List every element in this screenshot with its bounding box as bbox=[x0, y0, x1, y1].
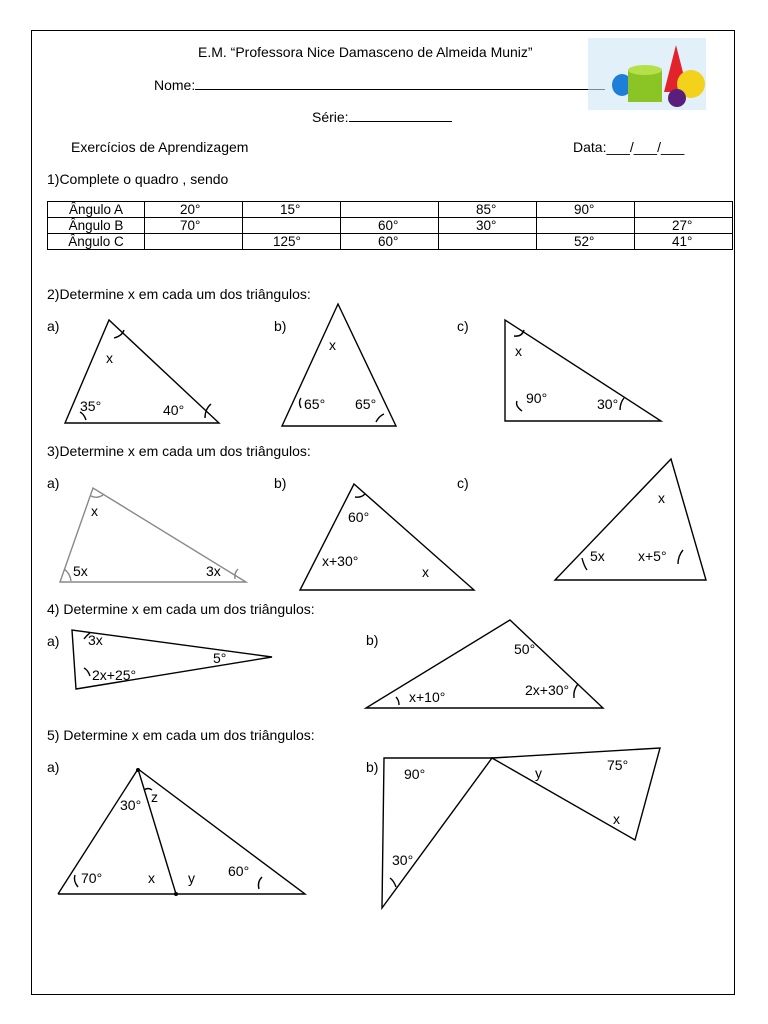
angle-arc bbox=[390, 878, 396, 887]
q4b-tag: b) bbox=[366, 632, 379, 648]
angle-arc bbox=[84, 668, 90, 676]
q4a-bottom: 2x+25° bbox=[92, 667, 137, 683]
q2b-top: x bbox=[329, 337, 336, 353]
q3c-top: x bbox=[658, 490, 665, 506]
table-cell[interactable]: 60° bbox=[341, 218, 439, 234]
q3b-left: x+30° bbox=[322, 553, 359, 569]
table-cell: Ângulo B bbox=[48, 218, 145, 234]
q5a-mid-x: x bbox=[148, 870, 155, 886]
q5a-apex-right: z bbox=[151, 789, 158, 805]
angle-arc bbox=[582, 558, 587, 570]
table-cell[interactable]: 15° bbox=[243, 202, 341, 218]
name-label: Nome: bbox=[154, 77, 196, 93]
q5b-x: x bbox=[613, 811, 620, 827]
angle-arc bbox=[114, 330, 124, 338]
q3a-left: 5x bbox=[73, 563, 88, 579]
q2a-top: x bbox=[106, 350, 113, 366]
q5a-tag: a) bbox=[47, 759, 60, 775]
q2b-right: 65° bbox=[355, 396, 377, 412]
q2c-left: 90° bbox=[526, 390, 548, 406]
table-cell[interactable]: 70° bbox=[145, 218, 243, 234]
angle-arc bbox=[376, 414, 384, 422]
triangle-q5b-left bbox=[382, 758, 492, 908]
q5b-tag: b) bbox=[366, 759, 379, 775]
q4-prompt: 4) Determine x em cada um dos triângulos: bbox=[47, 601, 315, 617]
table-cell[interactable]: 27° bbox=[635, 218, 733, 234]
table-cell[interactable]: 125° bbox=[243, 234, 341, 250]
table-cell[interactable]: 60° bbox=[341, 234, 439, 250]
angle-arc bbox=[258, 877, 262, 889]
angle-arc bbox=[396, 697, 399, 705]
q5a-left: 70° bbox=[81, 870, 103, 886]
angle-arc bbox=[205, 404, 211, 418]
angle-arc bbox=[91, 495, 103, 497]
q3b-tag: b) bbox=[274, 475, 287, 491]
exercise-title: Exercícios de Aprendizagem bbox=[71, 139, 249, 155]
date-blank[interactable]: ___/___/___ bbox=[606, 139, 685, 155]
q1-prompt: 1)Complete o quadro , sendo bbox=[47, 171, 229, 187]
q3c-right: x+5° bbox=[638, 548, 667, 564]
q3a-right: 3x bbox=[206, 563, 221, 579]
q4a-tag: a) bbox=[47, 633, 60, 649]
angle-arc bbox=[517, 401, 522, 411]
q5b-top-left: 90° bbox=[404, 766, 426, 782]
q4a-tip: 5° bbox=[213, 650, 227, 666]
table-cell: Ângulo A bbox=[48, 202, 145, 218]
q2c-top: x bbox=[515, 343, 522, 359]
angle-arc bbox=[300, 398, 302, 408]
q2a-left: 35° bbox=[80, 398, 102, 414]
q5b-y: y bbox=[535, 765, 542, 781]
q2a-tag: a) bbox=[47, 318, 60, 334]
angle-arc bbox=[355, 494, 365, 497]
q5-prompt: 5) Determine x em cada um dos triângulos: bbox=[47, 727, 315, 743]
q3a-top: x bbox=[91, 503, 98, 519]
q2b-tag: b) bbox=[274, 318, 287, 334]
angle-arc bbox=[620, 398, 624, 410]
table-cell[interactable]: 90° bbox=[537, 202, 635, 218]
angle-arc bbox=[678, 550, 683, 564]
angle-arc bbox=[64, 569, 71, 581]
date-label: Data: bbox=[573, 139, 607, 155]
school-name: E.M. “Professora Nice Damasceno de Almeida Muniz” bbox=[198, 44, 533, 60]
q2b-left: 65° bbox=[304, 396, 326, 412]
triangle-q2b bbox=[282, 304, 396, 426]
triangle-q3c bbox=[555, 459, 706, 580]
q4a-top: 3x bbox=[88, 632, 103, 648]
angle-arc bbox=[74, 875, 78, 887]
q3c-tag: c) bbox=[457, 475, 469, 491]
q5a-mid-y: y bbox=[188, 870, 195, 886]
q5b-top-right: 75° bbox=[607, 757, 629, 773]
table-cell[interactable]: 30° bbox=[439, 218, 537, 234]
q3b-right: x bbox=[422, 564, 429, 580]
q4b-right: 2x+30° bbox=[525, 682, 570, 698]
q2-prompt: 2)Determine x em cada um dos triângulos: bbox=[47, 286, 311, 302]
table-cell[interactable]: 52° bbox=[537, 234, 635, 250]
q2a-right: 40° bbox=[163, 402, 185, 418]
grade-label: Série: bbox=[312, 109, 349, 125]
table-cell[interactable]: 85° bbox=[439, 202, 537, 218]
triangle-q5b-right bbox=[492, 748, 660, 840]
q2c-tag: c) bbox=[457, 318, 469, 334]
q4b-left: x+10° bbox=[409, 689, 446, 705]
table-cell[interactable]: 20° bbox=[145, 202, 243, 218]
q4b-top: 50° bbox=[514, 641, 536, 657]
q3a-tag: a) bbox=[47, 475, 60, 491]
q5a-right: 60° bbox=[228, 863, 250, 879]
triangle-q3b bbox=[300, 484, 474, 590]
q5b-bottom-left: 30° bbox=[392, 852, 414, 868]
q3c-left: 5x bbox=[590, 548, 605, 564]
q5a-apex-left: 30° bbox=[120, 797, 142, 813]
angle-arc bbox=[574, 684, 578, 698]
table-cell[interactable]: 41° bbox=[635, 234, 733, 250]
q2c-right: 30° bbox=[597, 396, 619, 412]
q3b-top: 60° bbox=[348, 509, 370, 525]
table-cell: Ângulo C bbox=[48, 234, 145, 250]
q3-prompt: 3)Determine x em cada um dos triângulos: bbox=[47, 443, 311, 459]
cevian-line bbox=[138, 769, 176, 894]
